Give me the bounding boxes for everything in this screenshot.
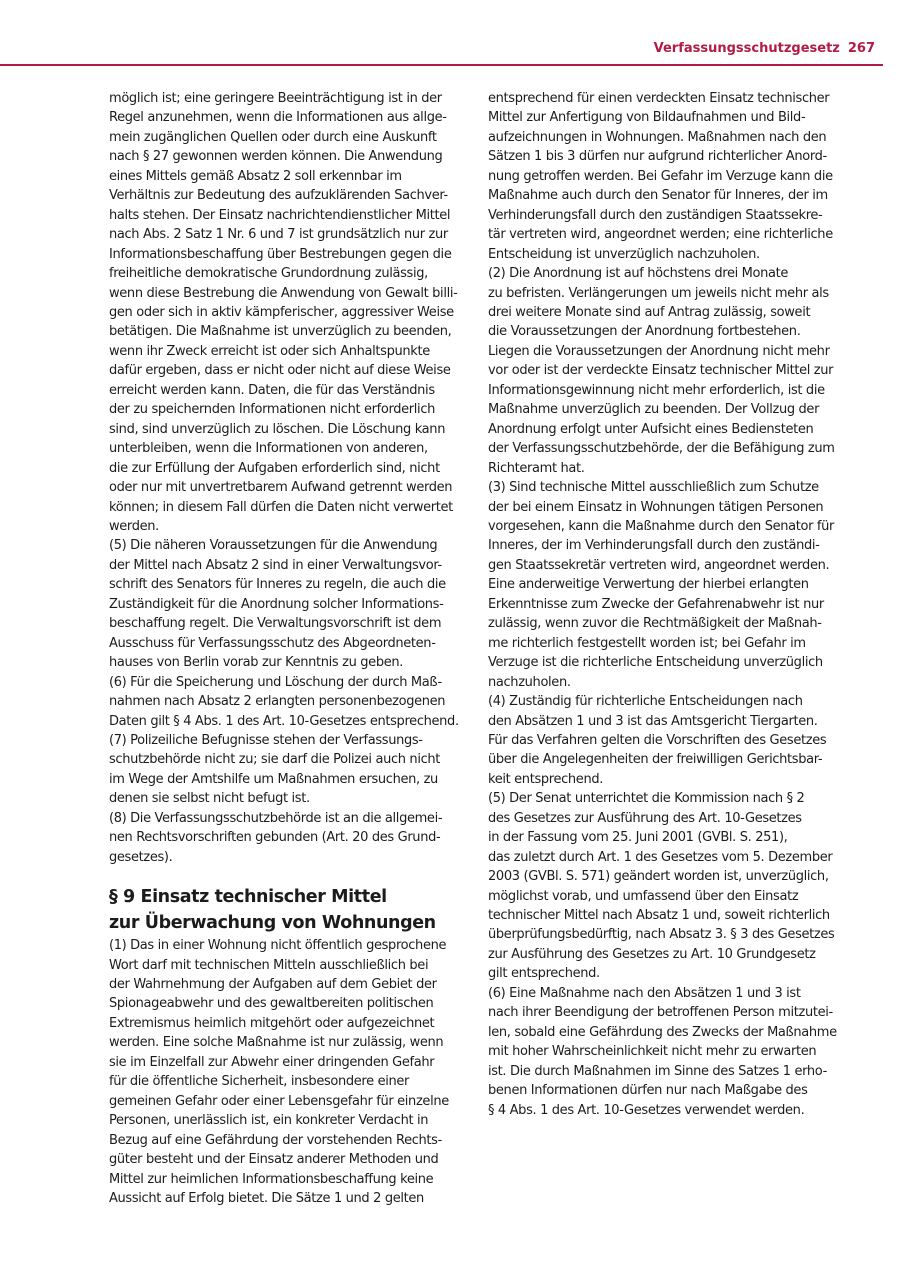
section-heading bbox=[109, 884, 461, 936]
text-line: mit hoher Wahrscheinlichkeit nicht mehr zu erwarten bbox=[488, 1044, 817, 1060]
text-line: vor oder ist der verdeckte Einsatz technischer Mittel zur bbox=[488, 363, 834, 379]
text-line: des Gesetzes zur Ausführung des Art. 10-Gesetzes bbox=[488, 810, 802, 826]
text-line: den Absätzen 1 und 3 ist das Amtsgericht Tiergarten. bbox=[488, 713, 818, 729]
text-line: halts stehen. Der Einsatz nachrichtendienstlicher Mittel bbox=[109, 207, 451, 223]
text-line: gen Staatssekretär vertreten wird, angeordnet werden. bbox=[488, 557, 830, 573]
page-number: 267 bbox=[847, 41, 875, 56]
text-line: gilt entsprechend. bbox=[488, 966, 600, 982]
text-line: denen sie selbst nicht befugt ist. bbox=[109, 791, 310, 807]
text-line: werden. bbox=[109, 518, 159, 534]
header-text bbox=[654, 41, 875, 56]
text-line: Extremismus heimlich mitgehört oder aufgezeichnet bbox=[109, 1015, 435, 1031]
text-line: len, sobald eine Gefährdung des Zwecks der Maßnahme bbox=[488, 1024, 837, 1040]
section-heading-line-2: zur Überwachung von Wohnungen bbox=[109, 913, 436, 934]
text-line: betätigen. Die Maßnahme ist unverzüglich zu beenden, bbox=[109, 324, 452, 340]
text-line: Liegen die Voraussetzungen der Anordnung nicht mehr bbox=[488, 343, 830, 359]
right-column-text bbox=[488, 89, 840, 1120]
text-line: Mittel zur Anfertigung von Bildaufnahmen und Bild- bbox=[488, 110, 806, 126]
text-line: zulässig, wenn zuvor die Rechtmäßigkeit der Maßnah- bbox=[488, 616, 822, 632]
text-line: technischer Mittel nach Absatz 1 und, soweit richterlich bbox=[488, 908, 830, 924]
text-line: aufzeichnungen in Wohnungen. Maßnahmen nach den bbox=[488, 129, 827, 145]
text-line: das zuletzt durch Art. 1 des Gesetzes vom 5. Dezember bbox=[488, 849, 833, 865]
text-line: für die öffentliche Sicherheit, insbesondere einer bbox=[109, 1074, 410, 1090]
text-line: Inneres, der im Verhinderungsfall durch den zuständi- bbox=[488, 538, 820, 554]
text-line: (8) Die Verfassungsschutzbehörde ist an die allgemei- bbox=[109, 810, 443, 826]
text-line: tär vertreten wird, angeordnet werden; eine richterliche bbox=[488, 227, 833, 243]
left-column-bottom-text bbox=[109, 936, 461, 1208]
text-line: (6) Für die Speicherung und Löschung der durch Maß- bbox=[109, 674, 442, 690]
text-line: Regel anzunehmen, wenn die Informationen aus allge- bbox=[109, 110, 447, 126]
text-line: Zuständigkeit für die Anordnung solcher Informations- bbox=[109, 596, 444, 612]
text-line: Bezug auf eine Gefährdung der vorstehenden Rechts- bbox=[109, 1132, 442, 1148]
text-line: (5) Die näheren Voraussetzungen für die Anwendung bbox=[109, 538, 438, 554]
text-line: erreicht werden kann. Daten, die für das Verständnis bbox=[109, 382, 435, 398]
text-line: Informationsbeschaffung über Bestrebungen gegen die bbox=[109, 246, 452, 262]
running-header bbox=[0, 40, 883, 66]
text-line: der Mittel nach Absatz 2 sind in einer Verwaltungsvor- bbox=[109, 557, 442, 573]
text-line: me richterlich festgestellt worden ist; bei Gefahr im bbox=[488, 635, 806, 651]
text-line: freiheitliche demokratische Grundordnung zulässig, bbox=[109, 266, 428, 282]
text-line: (6) Eine Maßnahme nach den Absätzen 1 und 3 ist bbox=[488, 985, 801, 1001]
text-line: nach ihrer Beendigung der betroffenen Person mitzutei- bbox=[488, 1005, 833, 1021]
text-line: Eine anderweitige Verwertung der hierbei erlangten bbox=[488, 577, 809, 593]
text-line: Wort darf mit technischen Mitteln ausschließlich bei bbox=[109, 957, 429, 973]
text-line: unterbleiben, wenn die Informationen von anderen, bbox=[109, 441, 428, 457]
text-line: Mittel zur heimlichen Informationsbeschaffung keine bbox=[109, 1171, 434, 1187]
text-line: schrift des Senators für Inneres zu regeln, die auch die bbox=[109, 577, 446, 593]
left-column-top-text bbox=[109, 89, 461, 867]
text-line: benen Informationen dürfen nur nach Maßgabe des bbox=[488, 1083, 808, 1099]
text-line: Für das Verfahren gelten die Vorschriften des Gesetzes bbox=[488, 732, 827, 748]
text-line: zur Ausführung des Gesetzes zu Art. 10 Grundgesetz bbox=[488, 946, 816, 962]
text-line: nung getroffen werden. Bei Gefahr im Verzuge kann die bbox=[488, 168, 833, 184]
text-line: wenn diese Bestrebung die Anwendung von Gewalt billi- bbox=[109, 285, 458, 301]
text-line: entsprechend für einen verdeckten Einsatz technischer bbox=[488, 91, 830, 106]
text-line: Daten gilt § 4 Abs. 1 des Art. 10-Gesetzes entsprechend. bbox=[109, 713, 459, 729]
text-line: Entscheidung ist unverzüglich nachzuholen. bbox=[488, 246, 760, 262]
text-line: Anordnung erfolgt unter Aufsicht eines Bediensteten bbox=[488, 421, 814, 437]
text-line: gen oder sich in aktiv kämpferischer, aggressiver Weise bbox=[109, 304, 454, 320]
text-line: beschaffung regelt. Die Verwaltungsvorschrift ist dem bbox=[109, 616, 442, 632]
text-line: eines Mittels gemäß Absatz 2 soll erkennbar im bbox=[109, 168, 402, 184]
left-column bbox=[109, 89, 461, 1208]
text-line: ist. Die durch Maßnahmen im Sinne des Satzes 1 erho- bbox=[488, 1063, 827, 1079]
text-line: nachzuholen. bbox=[488, 674, 571, 690]
text-line: sie im Einzelfall zur Abwehr einer dringenden Gefahr bbox=[109, 1054, 435, 1070]
text-line: 2003 (GVBl. S. 571) geändert worden ist, unverzüglich, bbox=[488, 869, 829, 885]
text-line: sind, sind unverzüglich zu löschen. Die Löschung kann bbox=[109, 421, 446, 437]
text-line: die zur Erfüllung der Aufgaben erforderlich sind, nicht bbox=[109, 460, 440, 476]
text-line: der zu speichernden Informationen nicht erforderlich bbox=[109, 402, 436, 418]
text-line: (7) Polizeiliche Befugnisse stehen der Verfassungs- bbox=[109, 732, 423, 748]
text-line: möglichst vorab, und umfassend über den Einsatz bbox=[488, 888, 799, 904]
text-line: der bei einem Einsatz in Wohnungen tätigen Personen bbox=[488, 499, 824, 515]
text-line: Verzuge ist die richterliche Entscheidung unverzüglich bbox=[488, 655, 823, 671]
text-line: Verhinderungsfall durch den zuständigen Staatssekre- bbox=[488, 207, 823, 223]
text-line: die Voraussetzungen der Anordnung fortbestehen. bbox=[488, 324, 801, 340]
text-line: vorgesehen, kann die Maßnahme durch den Senator für bbox=[488, 518, 834, 534]
text-line: gemeinen Gefahr oder einer Lebensgefahr für einzelne bbox=[109, 1093, 449, 1109]
text-line: keit entsprechend. bbox=[488, 771, 604, 787]
header-title: Verfassungsschutzgesetz bbox=[653, 41, 840, 56]
text-line: der Verfassungsschutzbehörde, der die Befähigung zum bbox=[488, 441, 835, 457]
right-column bbox=[488, 89, 840, 1120]
text-line: in der Fassung vom 25. Juni 2001 (GVBl. S. 251), bbox=[488, 830, 788, 846]
text-line: dafür ergeben, dass er nicht oder nicht auf diese Weise bbox=[109, 363, 451, 379]
text-line: schutzbehörde nicht zu; sie darf die Polizei auch nicht bbox=[109, 752, 441, 768]
text-line: nahmen nach Absatz 2 erlangten personenbezogenen bbox=[109, 694, 446, 710]
text-line: möglich ist; eine geringere Beeinträchtigung ist in der bbox=[109, 91, 442, 106]
text-line: (2) Die Anordnung ist auf höchstens drei Monate bbox=[488, 266, 789, 282]
text-line: Verhältnis zur Bedeutung des aufzuklärenden Sachver- bbox=[109, 188, 448, 204]
text-line: über die Angelegenheiten der freiwilligen Gerichtsbar- bbox=[488, 752, 823, 768]
text-line: Sätzen 1 bis 3 dürfen nur aufgrund richterlicher Anord- bbox=[488, 149, 827, 165]
text-line: hauses von Berlin vorab zur Kenntnis zu geben. bbox=[109, 655, 404, 671]
text-line: werden. Eine solche Maßnahme ist nur zulässig, wenn bbox=[109, 1035, 444, 1051]
text-line: im Wege der Amtshilfe um Maßnahmen ersuchen, zu bbox=[109, 771, 438, 787]
text-line: Maßnahme auch durch den Senator für Inneres, der im bbox=[488, 188, 828, 204]
text-line: überprüfungsbedürftig, nach Absatz 3. § 3 des Gesetzes bbox=[488, 927, 835, 943]
text-line: (3) Sind technische Mittel ausschließlich zum Schutze bbox=[488, 480, 819, 496]
section-heading-line-1: § 9 Einsatz technischer Mittel bbox=[109, 887, 387, 908]
text-line: Spionageabwehr und des gewaltbereiten politischen bbox=[109, 996, 434, 1012]
text-line: wenn ihr Zweck erreicht ist oder sich Anhaltspunkte bbox=[109, 343, 430, 359]
text-line: Ausschuss für Verfassungsschutz des Abgeordneten- bbox=[109, 635, 436, 651]
text-line: der Wahrnehmung der Aufgaben auf dem Gebiet der bbox=[109, 977, 437, 993]
text-line: Aussicht auf Erfolg bietet. Die Sätze 1 und 2 gelten bbox=[109, 1191, 424, 1207]
text-line: oder nur mit unvertretbarem Aufwand getrennt werden bbox=[109, 480, 453, 496]
text-line: mein zugänglichen Quellen oder durch eine Auskunft bbox=[109, 129, 437, 145]
text-line: (4) Zuständig für richterliche Entscheidungen nach bbox=[488, 694, 803, 710]
text-line: § 4 Abs. 1 des Art. 10-Gesetzes verwendet werden. bbox=[488, 1102, 805, 1118]
text-line: (1) Das in einer Wohnung nicht öffentlich gesprochene bbox=[109, 938, 447, 954]
text-line: Erkenntnisse zum Zwecke der Gefahrenabwehr ist nur bbox=[488, 596, 824, 612]
text-line: nach § 27 gewonnen werden können. Die Anwendung bbox=[109, 149, 443, 165]
text-line: Maßnahme unverzüglich zu beenden. Der Vollzug der bbox=[488, 402, 820, 418]
text-line: Richteramt hat. bbox=[488, 460, 585, 476]
text-line: gesetzes). bbox=[109, 849, 173, 865]
text-line: güter besteht und der Einsatz anderer Methoden und bbox=[109, 1152, 439, 1168]
text-line: können; in diesem Fall dürfen die Daten nicht verwertet bbox=[109, 499, 453, 515]
text-line: nen Rechtsvorschriften gebunden (Art. 20 des Grund- bbox=[109, 830, 441, 846]
text-line: Informationsgewinnung nicht mehr erforderlich, ist die bbox=[488, 382, 825, 398]
text-line: zu befristen. Verlängerungen um jeweils nicht mehr als bbox=[488, 285, 829, 301]
text-line: (5) Der Senat unterrichtet die Kommission nach § 2 bbox=[488, 791, 805, 807]
text-line: Personen, unerlässlich ist, ein konkreter Verdacht in bbox=[109, 1113, 429, 1129]
text-line: nach Abs. 2 Satz 1 Nr. 6 und 7 ist grundsätzlich nur zur bbox=[109, 227, 448, 243]
text-line: drei weitere Monate sind auf Antrag zulässig, soweit bbox=[488, 304, 811, 320]
